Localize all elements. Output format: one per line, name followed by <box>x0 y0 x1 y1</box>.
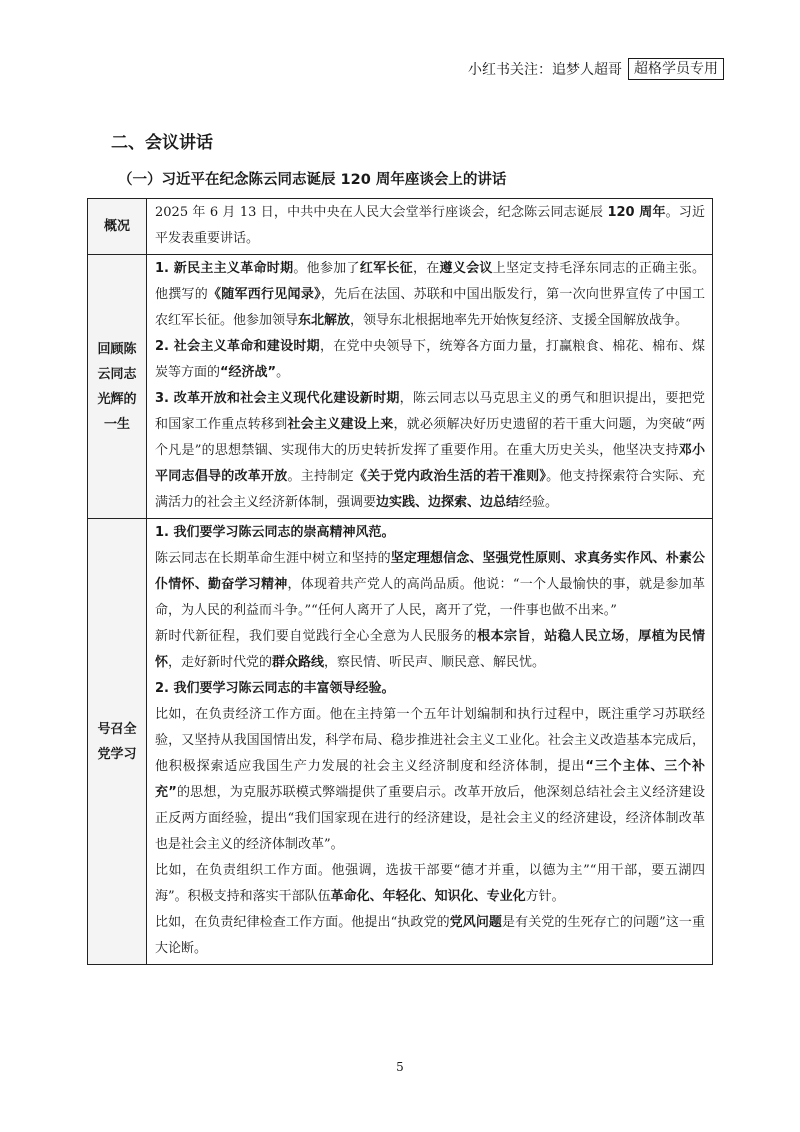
body-text: 。他参加了 <box>293 261 360 276</box>
body-text: ，走好新时代党的 <box>168 655 273 670</box>
emphasis-text: “经济战” <box>220 365 277 380</box>
paragraph <box>155 546 705 624</box>
emphasis-text: 厚植为民情怀 <box>155 629 705 670</box>
emphasis-text: 革命化、年轻化、知识化、专业化 <box>330 889 526 904</box>
body-text: 。习近平发表重要讲话。 <box>155 205 705 246</box>
emphasis-text: 党风问题 <box>449 915 503 930</box>
body-text: 是有关党的生死存亡的问题”这一重大论断。 <box>155 915 705 956</box>
page-header <box>468 58 724 80</box>
emphasis-text: “三个主体、三个补充” <box>155 759 705 800</box>
emphasis-text: 邓小平同志倡导的改革开放 <box>155 443 705 484</box>
table-row <box>88 199 713 255</box>
emphasis-text: 《关于党内政治生活的若干准则》 <box>353 469 547 484</box>
paragraph <box>155 702 705 858</box>
subsection-title: （一）习近平在纪念陈云同志诞辰 120 周年座谈会上的讲话 <box>118 172 507 188</box>
emphasis-text: 东北解放 <box>298 313 351 328</box>
paragraph <box>155 334 705 386</box>
row-label: 回顾陈云同志光辉的一生 <box>88 255 147 519</box>
paragraph <box>155 520 705 546</box>
body-text: ，先后在法国、苏联和中国出版发行，第一次向世界宣传了中国工农红军长征。他参加领导 <box>155 287 705 328</box>
paragraph <box>155 256 705 334</box>
body-text: ，陈云同志以马克思主义的勇气和胆识提出，要把党和国家工作重点转移到 <box>155 391 705 432</box>
row-label: 概况 <box>88 199 147 255</box>
emphasis-text: 边实践、边探索、边总结 <box>376 495 520 510</box>
header-text: 小红书关注：追梦人超哥 <box>468 62 622 78</box>
emphasis-text: 2. 我们要学习陈云同志的丰富领导经验。 <box>155 681 395 696</box>
paragraph <box>155 200 705 252</box>
page-number: 5 <box>396 1060 404 1074</box>
body-text: 的思想，为克服苏联模式弊端提供了重要启示。改革开放后，他深刻总结社会主义经济建设正反两方面经验，提出“我们国家现在进行的经济建设，是社会主义的经济建设，经济体制改革也是社会主义的经济体制改革”。 <box>155 785 705 852</box>
body-text: ，就必须解决好历史遗留的若干重大问题，为突破“两个凡是”的思想禁锢、实现伟大的历史转折发挥了重要作用。在重大历史关头，他坚决支持 <box>155 417 705 458</box>
paragraph <box>155 910 705 962</box>
emphasis-text: 《随军西行见闻录》 <box>208 287 321 302</box>
section-title: 二、会议讲话 <box>111 133 213 153</box>
body-text: 。他支持探索符合实际、充满活力的社会主义经济新体制，强调要 <box>155 469 705 510</box>
row-content <box>147 255 713 519</box>
body-text: ，领导东北根据地率先开始恢复经济、支援全国解放战争。 <box>350 313 689 328</box>
body-text: 比如，在负责组织工作方面。他强调，选拔干部要“德才并重，以德为主”“用干部，要五湖四海”。积极支持和落实干部队伍 <box>155 863 705 904</box>
emphasis-text: 群众路线 <box>272 655 325 670</box>
emphasis-text: 120 周年 <box>607 205 666 220</box>
emphasis-text: 站稳人民立场 <box>544 629 625 644</box>
table-row <box>88 255 713 519</box>
body-text: 比如，在负责纪律检查工作方面。他提出“执政党的 <box>155 915 450 930</box>
row-content <box>147 519 713 965</box>
body-text: ，在 <box>412 261 440 276</box>
paragraph <box>155 624 705 676</box>
emphasis-text: 1. 新民主主义革命时期 <box>155 261 294 276</box>
body-text: 2025 年 6 月 13 日，中共中央在人民大会堂举行座谈会，纪念陈云同志诞辰 <box>155 205 608 220</box>
emphasis-text: 2. 社会主义革命和建设时期 <box>155 339 320 354</box>
emphasis-text: 3. 改革开放和社会主义现代化建设新时期 <box>155 391 400 406</box>
emphasis-text: 坚定理想信念、坚强党性原则、求真务实作风、朴素公仆情怀、勤奋学习精神 <box>155 551 705 592</box>
body-text: 比如，在负责经济工作方面。他在主持第一个五年计划编制和执行过程中，既注重学习苏联经验，又坚持从我国国情出发，科学布局、稳步推进社会主义工业化。社会主义改造基本完成后，他积极探索适应我国生产力发展的社会主义经济制度和经济体制，提出 <box>155 707 705 774</box>
paragraph <box>155 386 705 516</box>
emphasis-text: 红军长征 <box>359 261 413 276</box>
table-row <box>88 519 713 965</box>
body-text: 经验。 <box>519 495 559 510</box>
emphasis-text: 遵义会议 <box>439 261 493 276</box>
body-text: ，体现着共产党人的高尚品质。他说：“一个人最愉快的事，就是参加革命，为人民的利益而斗争。”“任何人离开了人民，离开了党，一件事也做不出来。” <box>155 577 705 618</box>
body-text: ，察民情、听民声、顺民意、解民忧。 <box>324 655 546 670</box>
body-text: 。 <box>276 365 290 380</box>
body-text: ， <box>530 629 545 644</box>
body-text: ， <box>624 629 639 644</box>
emphasis-text: 根本宗旨 <box>477 629 531 644</box>
body-text: ，在党中央领导下，统筹各方面力量，打赢粮食、棉花、棉布、煤炭等方面的 <box>155 339 705 380</box>
row-label: 号召全党学习 <box>88 519 147 965</box>
paragraph <box>155 676 705 702</box>
header-badge: 超格学员专用 <box>628 58 724 80</box>
emphasis-text: 1. 我们要学习陈云同志的崇高精神风范。 <box>155 525 395 540</box>
row-content <box>147 199 713 255</box>
emphasis-text: 社会主义建设上来 <box>287 417 394 432</box>
paragraph <box>155 858 705 910</box>
body-text: 新时代新征程，我们要自觉践行全心全意为人民服务的 <box>155 629 478 644</box>
summary-table <box>87 198 713 965</box>
body-text: 。主持制定 <box>287 469 354 484</box>
body-text: 上坚定支持毛泽东同志的正确主张。他撰写的 <box>155 261 705 302</box>
body-text: 陈云同志在长期革命生涯中树立和坚持的 <box>155 551 391 566</box>
body-text: 方针。 <box>525 889 565 904</box>
